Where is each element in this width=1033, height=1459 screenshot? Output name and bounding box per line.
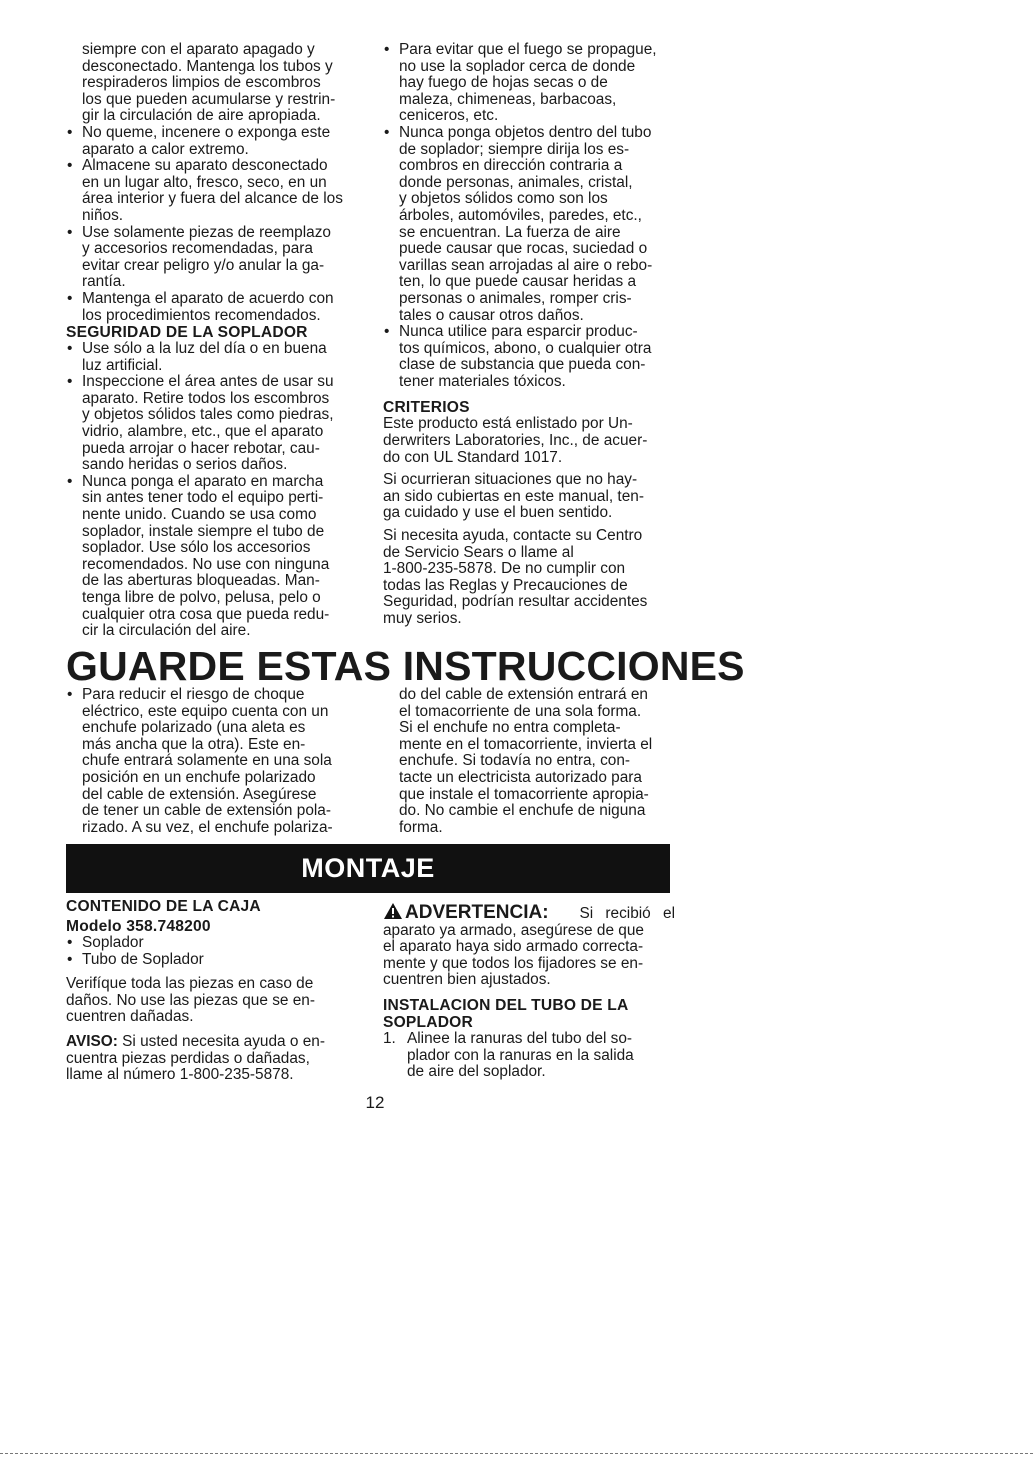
criteria-paragraph — [383, 416, 675, 466]
text-line: • Inspeccione el área antes de usar su — [82, 373, 334, 391]
text-line: Si ocurrieran situaciones que no hay- — [383, 471, 638, 489]
text-line: soplador. Use sólo los accesorios — [82, 539, 311, 557]
list-item — [66, 687, 366, 836]
text-line: los que pueden acumularse y restrin- — [82, 90, 336, 108]
box-contents-column — [66, 898, 366, 1084]
text-line: hay fuego de hojas secas o de — [399, 74, 608, 92]
text-line: forma. — [399, 818, 443, 836]
text-line: no use la soplador cerca de donde — [399, 57, 636, 75]
text-line: combros en dirección contraria a — [399, 157, 623, 175]
model-number: Modelo 358.748200 — [66, 918, 211, 935]
text-line: respiraderos limpios de escombros — [82, 74, 321, 92]
text-line: tales o causar otros daños. — [399, 306, 584, 324]
warning-label: ADVERTENCIA: — [405, 902, 549, 923]
text-line: cuentren bien ajustados. — [383, 971, 551, 989]
text-line: SOPLADOR — [383, 1013, 473, 1031]
text-line: plador con la ranuras en la salida — [407, 1046, 634, 1064]
text-line: y objetos sólidos como son los — [399, 190, 608, 208]
text-line: tos químicos, abono, o cualquier otra — [399, 339, 652, 357]
text-line: de aire del soplador. — [407, 1063, 546, 1081]
text-line: • Para reducir el riesgo de choque — [82, 686, 305, 703]
list-item — [66, 291, 366, 324]
list-item: • Tubo de Soplador — [66, 952, 366, 969]
text-line: sando heridas o serios daños. — [82, 456, 288, 474]
text-line: que instale el tomacorriente apropia- — [399, 785, 649, 803]
text-line: y accesorios recomendadas, para — [82, 240, 313, 258]
text-line: ga cuidado y use el buen sentido. — [383, 504, 613, 522]
text-line: do del cable de extensión entrará en — [399, 686, 648, 703]
left-column-top — [66, 42, 366, 640]
text-line: aparato ya armado, asegúrese de que — [383, 921, 644, 939]
text-line: Alinee la ranuras del tubo del so- — [407, 1029, 633, 1047]
text-line: varillas sean arrojadas al aire o rebo- — [399, 256, 653, 274]
text-line: de tener un cable de extensión pola- — [82, 802, 331, 820]
text-line: muy serios. — [383, 610, 462, 627]
text-line: INSTALACION DEL TUBO DE LA — [383, 996, 629, 1014]
text-line: luz artificial. — [82, 356, 163, 374]
text-line: área interior y fuera del alcance de los — [82, 190, 343, 208]
plug-text-left — [66, 687, 366, 836]
text-line: aparato. Retire todos los escombros — [82, 389, 330, 407]
text-line: Seguridad, podrían resultar accidentes — [383, 593, 648, 611]
text-line: mente y que todos los fijadores se en- — [383, 954, 644, 972]
list-item — [66, 341, 366, 374]
text-line: • Mantenga el aparato de acuerdo con — [82, 289, 334, 307]
text-line: el tomacorriente de una sola forma. — [399, 702, 642, 720]
page-number: 12 — [365, 1093, 385, 1112]
text-line: y objetos sólidos tales como piedras, — [82, 406, 334, 424]
text-line: clase de substancia que pueda con- — [399, 356, 646, 374]
text-line: todas las Reglas y Precauciones de — [383, 576, 628, 594]
text-line: llame al número 1-800-235-5878. — [66, 1066, 294, 1084]
text-line: niños. — [82, 206, 124, 224]
text-line: sin antes tener todo el equipo perti- — [82, 489, 324, 507]
text-line: • Nunca ponga el aparato en marcha — [82, 472, 324, 490]
text-line: an sido cubiertas en este manual, ten- — [383, 487, 644, 505]
montaje-banner — [66, 844, 670, 893]
text-line: • Nunca utilice para esparcir produc- — [399, 323, 638, 341]
blower-safety-bullet-list — [383, 42, 675, 390]
text-line: gir la circulación de aire apropiada. — [82, 107, 321, 125]
text-line: de Servicio Sears o llame al — [383, 543, 574, 561]
text-line: enchufe polarizado (una aleta es — [82, 719, 306, 737]
box-items-list — [66, 935, 366, 968]
text-line: chufe entrará solamente en una sola — [82, 752, 332, 770]
text-line: se encuentran. La fuerza de aire — [399, 223, 621, 241]
text-line: pueda arrojar o hacer rebotar, cau- — [82, 439, 320, 457]
install-steps-list — [383, 1031, 675, 1081]
text-line: puede causar que rocas, suciedad o — [399, 240, 648, 258]
text-line: posición en un enchufe polarizado — [82, 768, 316, 786]
list-item — [383, 1031, 675, 1081]
text-line: • Use sólo a la luz del día o en buena — [82, 340, 327, 358]
text-line: cuentren dañadas. — [66, 1008, 194, 1026]
text-line: • Nunca ponga objetos dentro del tubo — [399, 123, 652, 141]
text-line: Verifíque toda las piezas en caso de — [66, 975, 314, 993]
notice-text: Si usted necesita ayuda o en- — [117, 1032, 325, 1050]
list-item — [383, 42, 675, 125]
text-line: daños. No use las piezas que se en- — [66, 991, 315, 1009]
text-line: 1-800-235-5878. De no cumplir con — [383, 560, 626, 578]
safety-bullet-list — [66, 341, 366, 640]
text-line: árboles, automóviles, paredes, etc., — [399, 206, 642, 224]
list-item — [66, 374, 366, 474]
text-line: ceniceros, etc. — [399, 107, 499, 125]
text-line: donde personas, animales, cristal, — [399, 173, 633, 191]
text-line: do con UL Standard 1017. — [383, 448, 563, 466]
text-line: de las aberturas bloqueadas. Man- — [82, 572, 320, 590]
text-line: do. No cambie el enchufe de niguna — [399, 802, 646, 820]
list-item — [383, 324, 675, 390]
criteria-paragraph — [383, 528, 675, 628]
save-instructions-title: GUARDE ESTAS INSTRUCCIONES — [66, 643, 745, 689]
text-line — [66, 1034, 366, 1051]
warning-paragraph — [383, 902, 675, 989]
list-item — [66, 158, 366, 224]
text-line: más ancha que la otra). Este en- — [82, 735, 306, 753]
text-line: • Almacene su aparato desconectado — [82, 157, 328, 175]
text-line: maleza, chimeneas, barbacoas, — [399, 90, 617, 108]
text-line: rantía. — [82, 273, 126, 291]
text-line: ten, lo que puede causar heridas a — [399, 273, 637, 291]
text-line: rizado. A su vez, el enchufe polariza- — [82, 818, 333, 836]
text-line: mente en el tomacorriente, invierta el — [399, 735, 653, 753]
text-line: de soplador; siempre dirija los es- — [399, 140, 630, 158]
text-line: siempre con el aparato apagado y — [82, 41, 315, 58]
text-line: recomendados. No use con ninguna — [82, 555, 330, 573]
list-item — [66, 225, 366, 291]
banner-title: MONTAJE — [301, 853, 435, 883]
text-line: tacte un electricista autorizado para — [399, 768, 642, 786]
list-item — [66, 474, 366, 640]
text-line: nente unido. Cuando se usa como — [82, 506, 317, 524]
text-line: evitar crear peligro y/o anular la ga- — [82, 256, 325, 274]
install-heading — [383, 997, 675, 1031]
assembly-column — [383, 902, 675, 1081]
text-line: cir la circulación del aire. — [82, 622, 251, 640]
text-line: aparato a calor extremo. — [82, 140, 249, 158]
text-line: soplador, instale siempre el tubo de — [82, 522, 325, 540]
warning-label-group — [383, 902, 549, 922]
text-line: el aparato haya sido armado correcta- — [383, 938, 644, 956]
text-line: desconectado. Mantenga los tubos y — [82, 57, 333, 75]
section-heading: SEGURIDAD DE LA SOPLADOR — [66, 324, 308, 342]
text-line: • No queme, incenere o exponga este — [82, 123, 331, 141]
warning-first-text: Si recibió el — [579, 905, 675, 922]
text-line: cualquier otra cosa que pueda redu- — [82, 605, 330, 623]
step-number: 1. — [383, 1029, 396, 1047]
notice-label: AVISO: — [66, 1032, 118, 1050]
verify-paragraph — [66, 976, 366, 1026]
text-line: Este producto está enlistado por Un- — [383, 415, 633, 433]
text-line: • Use solamente piezas de reemplazo — [82, 223, 331, 241]
text-line: derwriters Laboratories, Inc., de acuer- — [383, 432, 648, 450]
plug-bullet-list — [66, 687, 366, 836]
list-item — [66, 125, 366, 158]
warning-first-line — [383, 902, 675, 923]
text-line: personas o animales, romper cris- — [399, 289, 632, 307]
text-line: cuentra piezas perdidas o dañadas, — [66, 1049, 310, 1067]
text-line: enchufe. Si todavía no entra, con- — [399, 752, 631, 770]
right-column-top — [383, 42, 675, 628]
text-line: en un lugar alto, fresco, seco, en un — [82, 173, 327, 191]
text-line: eléctrico, este equipo cuenta con un — [82, 702, 329, 720]
bottom-divider — [0, 1453, 1033, 1454]
plug-text-right — [383, 687, 675, 836]
text-line: del cable de extensión. Asegúrese — [82, 785, 317, 803]
intro-text — [66, 42, 366, 125]
text-line: tener materiales tóxicos. — [399, 372, 566, 390]
list-item: • Soplador — [66, 935, 366, 952]
criteria-paragraph — [383, 472, 675, 522]
notice-paragraph — [66, 1034, 366, 1084]
text-line: Si necesita ayuda, contacte su Centro — [383, 527, 643, 545]
section-heading: CRITERIOS — [383, 399, 470, 417]
list-item — [383, 125, 675, 324]
warning-triangle-icon — [383, 902, 403, 920]
text-line: vidrio, alambre, etc., que el aparato — [82, 423, 324, 441]
text-line: los procedimientos recomendados. — [82, 306, 321, 324]
text-line: Si el enchufe no entra completa- — [399, 719, 621, 737]
box-contents-heading: CONTENIDO DE LA CAJA — [66, 898, 261, 915]
text-line: • Para evitar que el fuego se propague, — [399, 41, 657, 58]
text-line: tenga libre de polvo, pelusa, pelo o — [82, 589, 321, 606]
storage-bullet-list — [66, 125, 366, 324]
